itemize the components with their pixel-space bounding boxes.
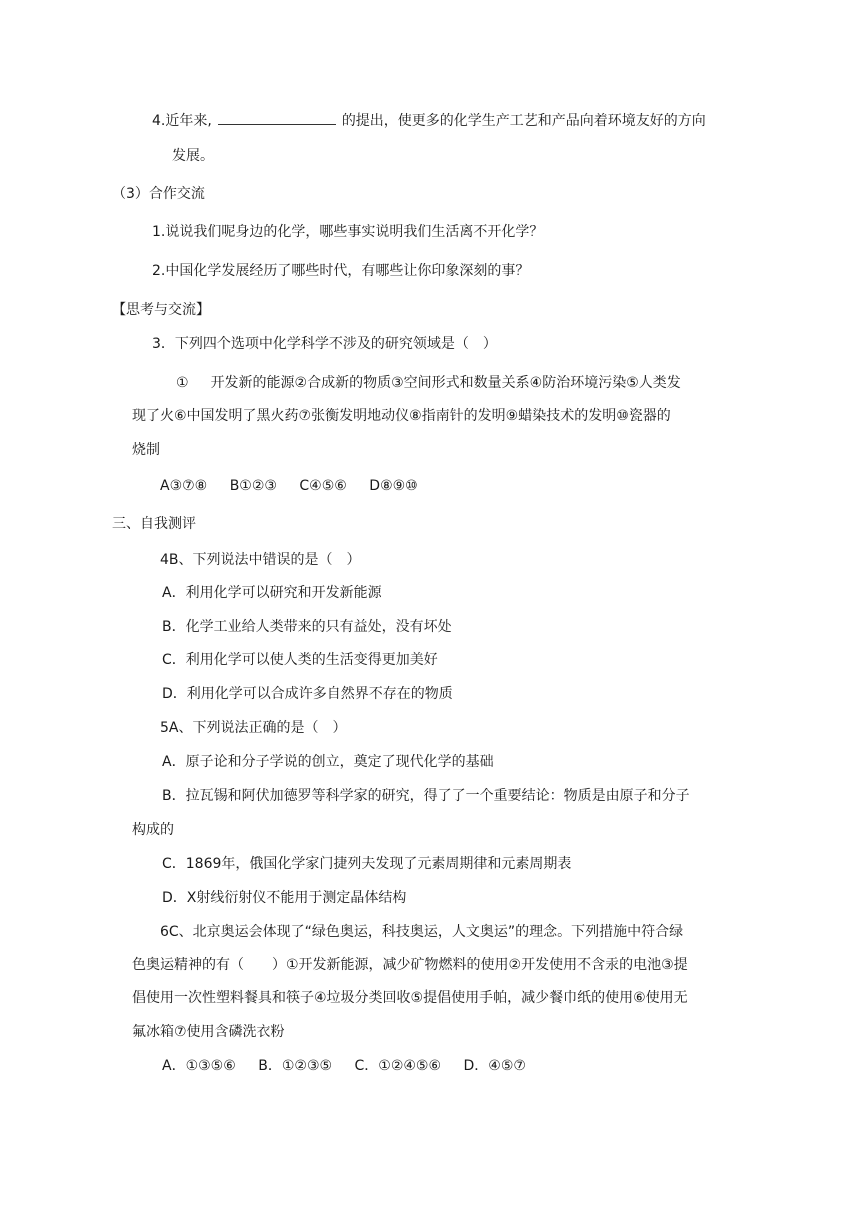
question-3-line1	[176, 373, 681, 393]
option-c: C④⑤⑥	[299, 478, 347, 494]
question-3-line3: 烧制	[132, 442, 160, 458]
option-b: B．①②③⑤	[258, 1058, 333, 1074]
question-6c-line3: 倡使用一次性塑料餐具和筷子④垃圾分类回收⑤提倡使用手帕，减少餐巾纸的使用⑥使用无	[132, 990, 688, 1006]
question-4-line2: 发展。	[172, 148, 214, 164]
fill-in-blank	[218, 110, 336, 125]
question-6c-line4: 氟冰箱⑦使用含磷洗衣粉	[132, 1024, 285, 1040]
option-d: D．④⑤⑦	[463, 1058, 526, 1074]
discussion-item-1: 1.说说我们呢身边的化学，哪些事实说明我们生活离不开化学？	[152, 224, 544, 240]
question-4-line1	[152, 110, 706, 131]
question-number: 4.	[152, 113, 166, 129]
question-5a-option-b-line1: B．拉瓦锡和阿伏加德罗等科学家的研究，得了了一个重要结论：物质是由原子和分子	[162, 788, 690, 804]
question-4b-option-c: C．利用化学可以使人类的生活变得更加美好	[162, 652, 438, 668]
question-4b-option-d: D．利用化学可以合成许多自然界不存在的物质	[162, 686, 453, 702]
question-4b-option-a: A．利用化学可以研究和开发新能源	[162, 585, 382, 601]
question-3-line1-text: 开发新的能源②合成新的物质③空间形式和数量关系④防治环境污染⑤人类发	[210, 375, 681, 391]
question-5a-option-d: D．X射线衍射仪不能用于测定晶体结构	[162, 890, 407, 906]
option-b: B①②③	[229, 478, 277, 494]
circled-number: ①	[176, 375, 189, 391]
option-a: A③⑦⑧	[160, 478, 208, 494]
question-text-before: 近年来,	[165, 113, 212, 129]
question-5a-option-c: C．1869年，俄国化学家门捷列夫发现了元素周期律和元素周期表	[162, 856, 572, 872]
question-5a-stem: 5A、下列说法正确的是（ ）	[160, 720, 347, 736]
section-heading-self-test: 三、自我测评	[112, 516, 196, 532]
question-5a-option-b-line2: 构成的	[132, 822, 174, 838]
question-4b-option-b: B．化学工业给人类带来的只有益处，没有坏处	[162, 619, 452, 635]
question-6c-line1: 6C、北京奥运会体现了“绿色奥运，科技奥运，人文奥运”的理念。下列措施中符合绿	[160, 924, 684, 940]
question-3-options	[160, 476, 436, 496]
section-heading-think: 【思考与交流】	[112, 302, 210, 318]
question-4b-stem: 4B、下列说法中错误的是（ ）	[160, 552, 361, 568]
option-c: C．①②④⑤⑥	[354, 1058, 442, 1074]
section-heading-cooperation: （3）合作交流	[112, 186, 205, 202]
option-d: D⑧⑨⑩	[369, 478, 418, 494]
question-3-line2: 现了火⑥中国发明了黑火药⑦张衡发明地动仪⑧指南针的发明⑨蜡染技术的发明⑩瓷器的	[132, 408, 671, 424]
question-6c-options	[162, 1056, 544, 1076]
option-a: A．①③⑤⑥	[162, 1058, 236, 1074]
question-5a-option-a: A．原子论和分子学说的创立，奠定了现代化学的基础	[162, 754, 494, 770]
discussion-item-2: 2.中国化学发展经历了哪些时代，有哪些让你印象深刻的事？	[152, 263, 530, 279]
question-6c-line2: 色奥运精神的有（ ）①开发新能源，减少矿物燃料的使用②开发使用不含汞的电池③提	[132, 957, 688, 973]
question-text-after: 的提出，使更多的化学生产工艺和产品向着环境友好的方向	[341, 113, 706, 129]
question-3-stem: 3．下列四个选项中化学科学不涉及的研究领域是（ ）	[152, 336, 497, 352]
